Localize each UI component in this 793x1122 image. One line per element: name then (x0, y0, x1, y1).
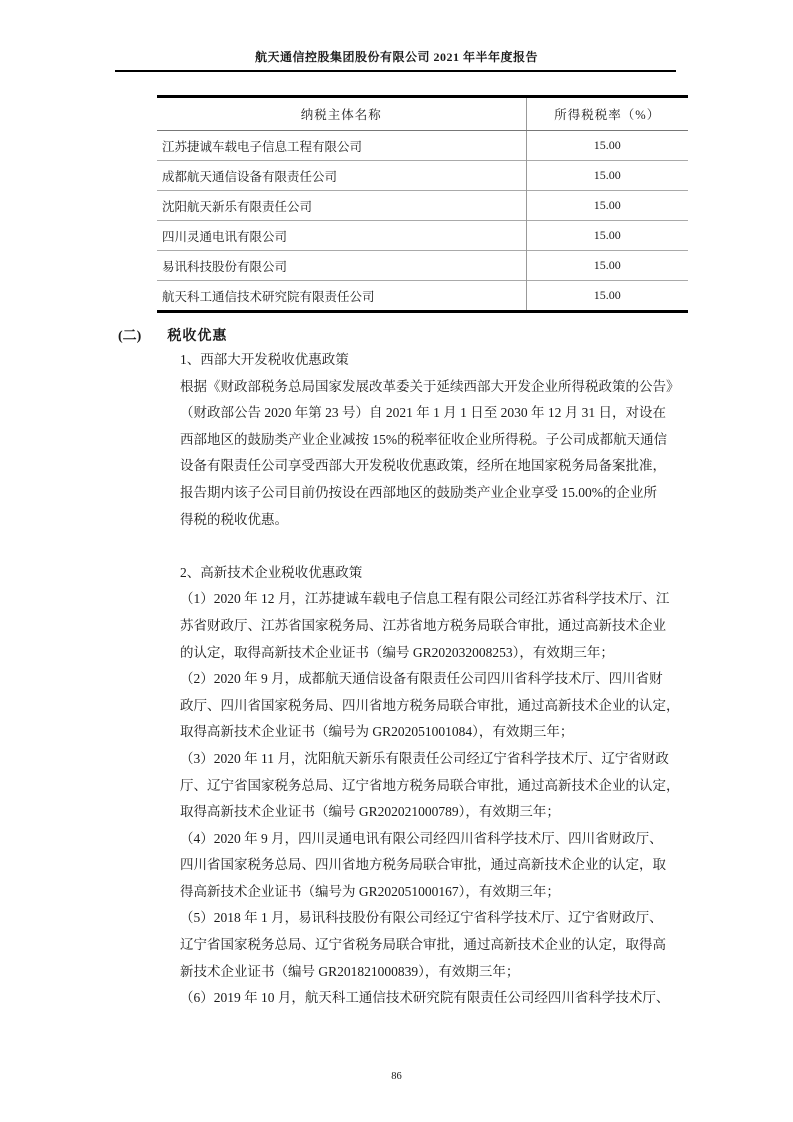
section-body (180, 347, 680, 1012)
header-rule (115, 70, 676, 72)
text-line: 西部地区的鼓励类产业企业减按 15%的税率征收企业所得税。子公司成都航天通信 (180, 431, 668, 447)
text-line: （5）2018 年 1 月，易讯科技股份有限公司经辽宁省科学技术厅、辽宁省财政厅、 (180, 910, 663, 926)
text-line: （4）2020 年 9 月，四川灵通电讯有限公司经四川省科学技术厅、四川省财政厅、 (180, 830, 663, 846)
table-row (157, 191, 688, 221)
section-heading (118, 325, 227, 345)
taxpayer-name-cell: 江苏捷诚车载电子信息工程有限公司 (162, 139, 363, 154)
section-number: (二) (118, 329, 142, 344)
table-row (157, 161, 688, 191)
taxpayer-name-cell: 四川灵通电讯有限公司 (157, 221, 526, 251)
tax-rate-cell: 15.00 (526, 131, 688, 161)
text-line: （3）2020 年 11 月，沈阳航天新乐有限责任公司经辽宁省科学技术厅、辽宁省财政 (180, 750, 669, 766)
text-line: 苏省财政厅、江苏省国家税务局、江苏省地方税务局联合审批，通过高新技术企业 (180, 617, 666, 633)
tax-rate-cell: 15.00 (526, 191, 688, 221)
subsection-1-heading: 1、西部大开发税收优惠政策 (180, 352, 349, 367)
section-title: 税收优惠 (167, 329, 228, 344)
table-row (157, 251, 688, 281)
subsection-2-heading: 2、高新技术企业税收优惠政策 (180, 564, 363, 580)
text-line: （6）2019 年 10 月，航天科工通信技术研究院有限责任公司经四川省科学技术厅、 (180, 990, 670, 1006)
text-line: 得税的税收优惠。 (180, 511, 288, 527)
tax-rate-cell: 15.00 (526, 251, 688, 281)
taxpayer-name-cell: 沈阳航天新乐有限责任公司 (157, 191, 526, 221)
column-header-rate: 所得税税率（%） (526, 97, 688, 131)
table-header-row (157, 97, 688, 131)
table-row (157, 221, 688, 251)
table-row (157, 281, 688, 312)
taxpayer-name-cell: 航天科工通信技术研究院有限责任公司 (157, 281, 526, 312)
text-line: 政厅、四川省国家税务局、四川省地方税务局联合审批，通过高新技术企业的认定， (180, 697, 680, 713)
text-line: 辽宁省国家税务总局、辽宁省税务局联合审批，通过高新技术企业的认定，取得高 (180, 937, 666, 953)
paragraph-2 (180, 586, 680, 1012)
text-line: 取得高新技术企业证书（编号为 GR202051001084），有效期三年； (180, 724, 574, 740)
text-line: 设备有限责任公司享受西部大开发税收优惠政策，经所在地国家税务局备案批准， (180, 458, 666, 474)
text-line: 取得高新技术企业证书（编号 GR202021000789），有效期三年； (180, 804, 560, 820)
text-line: 新技术企业证书（编号 GR201821000839），有效期三年； (180, 963, 520, 979)
text-line: （1）2020 年 12 月，江苏捷诚车载电子信息工程有限公司经江苏省科学技术厅、江 (180, 591, 670, 607)
paragraph-1 (180, 374, 680, 534)
report-header-title: 航天通信控股集团股份有限公司 2021 年半年度报告 (254, 50, 538, 64)
column-header-taxpayer: 纳税主体名称 (157, 97, 526, 131)
text-line: 四川省国家税务总局、四川省地方税务局联合审批，通过高新技术企业的认定，取 (180, 857, 666, 873)
tax-rate-cell: 15.00 (526, 161, 688, 191)
text-line: 厅、辽宁省国家税务总局、辽宁省地方税务局联合审批，通过高新技术企业的认定， (180, 777, 680, 793)
taxpayer-name-cell: 成都航天通信设备有限责任公司 (157, 161, 526, 191)
table-row (157, 131, 688, 161)
tax-rate-cell: 15.00 (526, 281, 688, 312)
text-line: （财政部公告 2020 年第 23 号）自 2021 年 1 月 1 日至 2030 年 12 月 31 日，对设在 (180, 405, 666, 421)
taxpayer-name-cell: 易讯科技股份有限公司 (157, 251, 526, 281)
tax-rate-table (157, 95, 688, 313)
text-line: （2）2020 年 9 月，成都航天通信设备有限责任公司四川省科学技术厅、四川省财 (180, 671, 663, 687)
table-body (157, 131, 688, 312)
text-line: 报告期内该子公司目前仍按设在西部地区的鼓励类产业企业享受 15.00%的企业所 (180, 484, 657, 500)
text-line: 根据《财政部税务总局国家发展改革委关于延续西部大开发企业所得税政策的公告》 (180, 378, 680, 394)
text-line: 得高新技术企业证书（编号为 GR202051000167），有效期三年； (180, 883, 560, 899)
page-number: 86 (391, 1071, 402, 1082)
text-line: 的认定，取得高新技术企业证书（编号 GR202032008253），有效期三年； (180, 644, 614, 660)
tax-rate-cell: 15.00 (526, 221, 688, 251)
